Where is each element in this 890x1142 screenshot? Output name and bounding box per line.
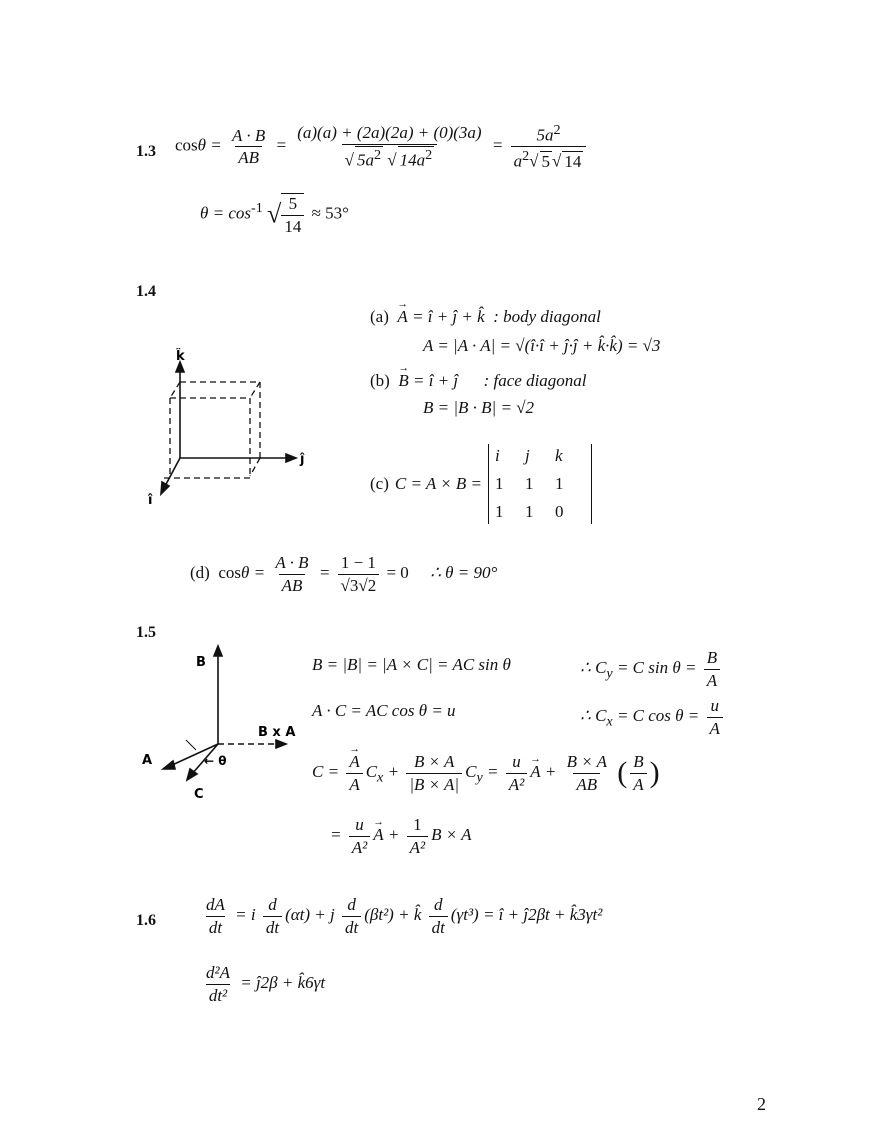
- eq-1-5-c2: = $\frac{u}{\text{A²}}$ → A + $\frac{1}{\text{A²}}$ B × A: [330, 815, 472, 857]
- d-cos: cos: [218, 562, 241, 582]
- cl-bxa-num: B × A: [414, 752, 455, 771]
- eq-1-4-a: (a) → A = î + ĵ + k̂ : body diagonal: [370, 307, 601, 327]
- cx-eq: = C cos θ =: [616, 705, 700, 725]
- eq-1-6-1: $\frac{dA}{dt}$ = i $\frac{d}{dt}$ (αt) + j $\frac{d}{dt}$ (βt²) + k̂ $\frac{d}{dt}$ (γt³) = î + ĵ2βt + k̂3γt²: [200, 895, 602, 937]
- sqrt5: 5: [541, 151, 551, 171]
- vector-b-label: B: [196, 655, 206, 670]
- c2-u-num: u: [355, 815, 364, 834]
- frac-result: $\frac{5a^2}{a^2√ 5 √ 14}$: [511, 122, 587, 171]
- det-cell: 0: [555, 502, 564, 521]
- d2a-num: d²A: [206, 963, 230, 982]
- line2-rest: = ĵ2β + k̂6γt: [240, 972, 326, 992]
- frac-dot: [229, 126, 268, 168]
- c-expr: C = A × B =: [394, 474, 483, 493]
- cy-sub: y: [606, 665, 613, 682]
- k-axis-label: k̂: [176, 349, 185, 364]
- a-desc: : body diagonal: [493, 307, 601, 326]
- c-line-lhs: C =: [312, 761, 340, 781]
- eq-1-4-a-mag: A = |A · A| = √(î·î + ĵ·ĵ + k̂·k̂) = √3: [423, 336, 661, 355]
- det-cell: k: [555, 446, 563, 465]
- det-cell: 1: [495, 474, 504, 493]
- frac-expand-num: (a)(a) + (2a)(2a) + (0)(3a): [297, 123, 482, 143]
- det-cell: 1: [555, 474, 564, 493]
- det-cell: 1: [525, 502, 534, 521]
- cl-a-den: A: [346, 773, 362, 795]
- vector-a-arrow: [163, 761, 175, 769]
- frac-d-1-num: A · B: [275, 553, 309, 572]
- d-res: = 0: [386, 562, 409, 582]
- det-cell: j: [525, 446, 530, 465]
- problem-1-4-label: 1.4: [136, 283, 156, 300]
- problem-1-6-label: 1.6: [136, 912, 156, 929]
- problem-1-3-label: 1.3: [136, 143, 156, 160]
- vector-bxa-label: B x A: [258, 725, 296, 740]
- eq-1-5-2: A · C = AC cos θ = u: [312, 701, 456, 720]
- d-theta-result: ∴ θ = 90°: [430, 562, 498, 582]
- frac-cy: [704, 648, 720, 690]
- c2-one-num: 1: [413, 815, 422, 834]
- den-part-b: 14a: [399, 150, 426, 170]
- cy-eq: = C sin θ =: [616, 657, 697, 677]
- cl-cx-sub: x: [377, 769, 384, 786]
- theta-label: ← θ: [204, 754, 227, 768]
- d2-num: d: [347, 895, 356, 914]
- frac-d-2-den: √3√2: [338, 574, 380, 596]
- frac-cy-num: B: [706, 648, 718, 667]
- c2-eq: =: [330, 824, 342, 844]
- d3-num: d: [433, 895, 443, 914]
- frac-dot-den: AB: [235, 146, 262, 168]
- eq-1-3-cos: cosθ = $\frac{A \cdot B}{AB}$ = $\frac{(a)(a) + (2a)(2a) + (0)(3a)}{√ 5a^2 √ 14a^2}$ = $\frac{5a^2}{a^2√ 5 √ 14}$: [175, 122, 589, 171]
- da-den: dt: [206, 916, 225, 938]
- problem-1-5-label: 1.5: [136, 624, 156, 641]
- eq-1-5-1: B = |B| = |A × C| = AC sin θ: [312, 655, 511, 674]
- sup-result: 2: [553, 122, 561, 138]
- vector-c-label: C: [194, 787, 204, 800]
- d2-den: dt: [342, 916, 361, 938]
- vector-bxa-arrow: [276, 740, 286, 748]
- det-cell: i: [495, 446, 500, 465]
- i-axis-label: î: [148, 493, 153, 508]
- vector-a-label: A: [142, 753, 153, 768]
- theta-sym: θ: [197, 135, 207, 155]
- d2a-den: dt²: [206, 984, 230, 1006]
- frac-cx-den: A: [707, 717, 723, 739]
- frac-expand-den: √ $5a^2$ √ $14a^2$: [342, 144, 438, 170]
- inv-sup: -1: [250, 199, 263, 216]
- c2-a2-den-b: A²: [407, 836, 428, 858]
- i-axis-arrow: [161, 482, 169, 494]
- sup-2b: 2: [425, 146, 433, 163]
- tag-a: (a): [370, 307, 389, 326]
- den-14: 14: [281, 215, 304, 237]
- eq-1-3-theta: $\theta = \cos^{-1}$ √ $\frac{5}{14}$ ≈ 53°: [200, 194, 349, 236]
- c2-bxa: B × A: [431, 824, 472, 844]
- eq-1-4-b: (b) → B = î + ĵ : face diagonal: [370, 371, 587, 391]
- d-theta: θ: [241, 562, 250, 582]
- cl-bxa-den: |B × A|: [406, 773, 462, 795]
- cube-diagram: [140, 348, 320, 508]
- eq-1-6-2: [200, 963, 325, 1005]
- d3-den: dt: [429, 916, 448, 938]
- c2-a2-den: A²: [349, 836, 370, 858]
- tag-d: (d): [190, 562, 210, 582]
- d1-den: dt: [263, 916, 282, 938]
- b-desc: : face diagonal: [483, 371, 587, 390]
- cl-cy-sub: y: [476, 769, 483, 786]
- cl-a-num: → A: [349, 752, 359, 772]
- j-axis-arrow: [286, 454, 296, 462]
- cl-b-num: B: [633, 752, 644, 771]
- result-num: 5a: [536, 125, 554, 145]
- cy-c: ∴ C: [580, 657, 607, 677]
- sqrt14: 14: [564, 151, 582, 171]
- determinant: [488, 444, 592, 524]
- frac-d-2-num: 1 − 1: [340, 553, 376, 572]
- result-den-a: a: [513, 151, 523, 171]
- frac-d-2: [338, 553, 380, 595]
- vector-diagram: [140, 640, 320, 800]
- det-cell: 1: [525, 474, 534, 493]
- theta-arc-tick: [186, 740, 196, 750]
- cube-edges: [164, 382, 260, 478]
- da-num: dA: [206, 895, 225, 914]
- cl-a2-den: A²: [506, 773, 527, 795]
- approx-53: ≈ 53°: [311, 203, 349, 223]
- eq-1-5-cy: [580, 648, 723, 690]
- b-expr: = î + ĵ: [412, 371, 459, 390]
- cx-c: ∴ C: [580, 705, 607, 725]
- det-cell: 1: [495, 502, 504, 521]
- sup-den: 2: [522, 148, 530, 165]
- eq-1-4-c: [370, 444, 592, 524]
- sup-2a: 2: [373, 146, 382, 163]
- num-5: 5: [288, 194, 298, 213]
- frac-d-1-den: AB: [279, 574, 306, 596]
- i-axis-line: [164, 458, 180, 488]
- frac-cy-den: A: [704, 669, 720, 691]
- cl-bxa2-num: B × A: [566, 752, 608, 771]
- tag-c: (c): [370, 474, 389, 493]
- d1-num: d: [268, 895, 277, 914]
- den-part-a: 5a: [356, 150, 374, 170]
- cl-a-den2: A: [630, 773, 646, 795]
- eq-1-4-b-mag: B = |B · B| = √2: [423, 398, 535, 417]
- frac-expand: [294, 123, 484, 170]
- theta-eq: θ = cos: [200, 203, 251, 223]
- frac-cx: [707, 696, 723, 738]
- cl-u-num: u: [512, 752, 521, 771]
- eq-1-4-d: (d) cosθ = $\frac{A \cdot B}{AB}$ = $\frac{1 - 1}{√3√2}$ = 0 ∴ θ = 90°: [190, 553, 498, 595]
- a-expr: = î + ĵ + k̂: [412, 307, 485, 326]
- frac-cx-num: u: [710, 696, 719, 715]
- vector-b-arrow: [214, 646, 222, 656]
- frac-dot-num: A · B: [232, 125, 266, 145]
- frac-5-14: [281, 193, 304, 236]
- cx-sub: x: [606, 713, 613, 730]
- frac-d-1: [272, 553, 311, 595]
- eq-1-5-c: C = → $\frac{A}{A}$ $C_x$ + $\frac{B \times A}{|B \times A|}$ $C_y$ = $\frac{u}{\text{A²}}$ → A + $\frac{B \times A}{AB}$ ( $\frac{B}{A}$ ): [312, 752, 660, 794]
- cos-text: cos: [175, 135, 198, 155]
- page-number: 2: [757, 1094, 766, 1114]
- j-axis-label: ĵ: [300, 452, 305, 467]
- line1-rest: = î + ĵ2βt + k̂3γt²: [482, 904, 603, 924]
- cl-ab-den: AB: [573, 773, 600, 795]
- eq-1-5-cx: [580, 696, 726, 738]
- tag-b: (b): [370, 371, 390, 390]
